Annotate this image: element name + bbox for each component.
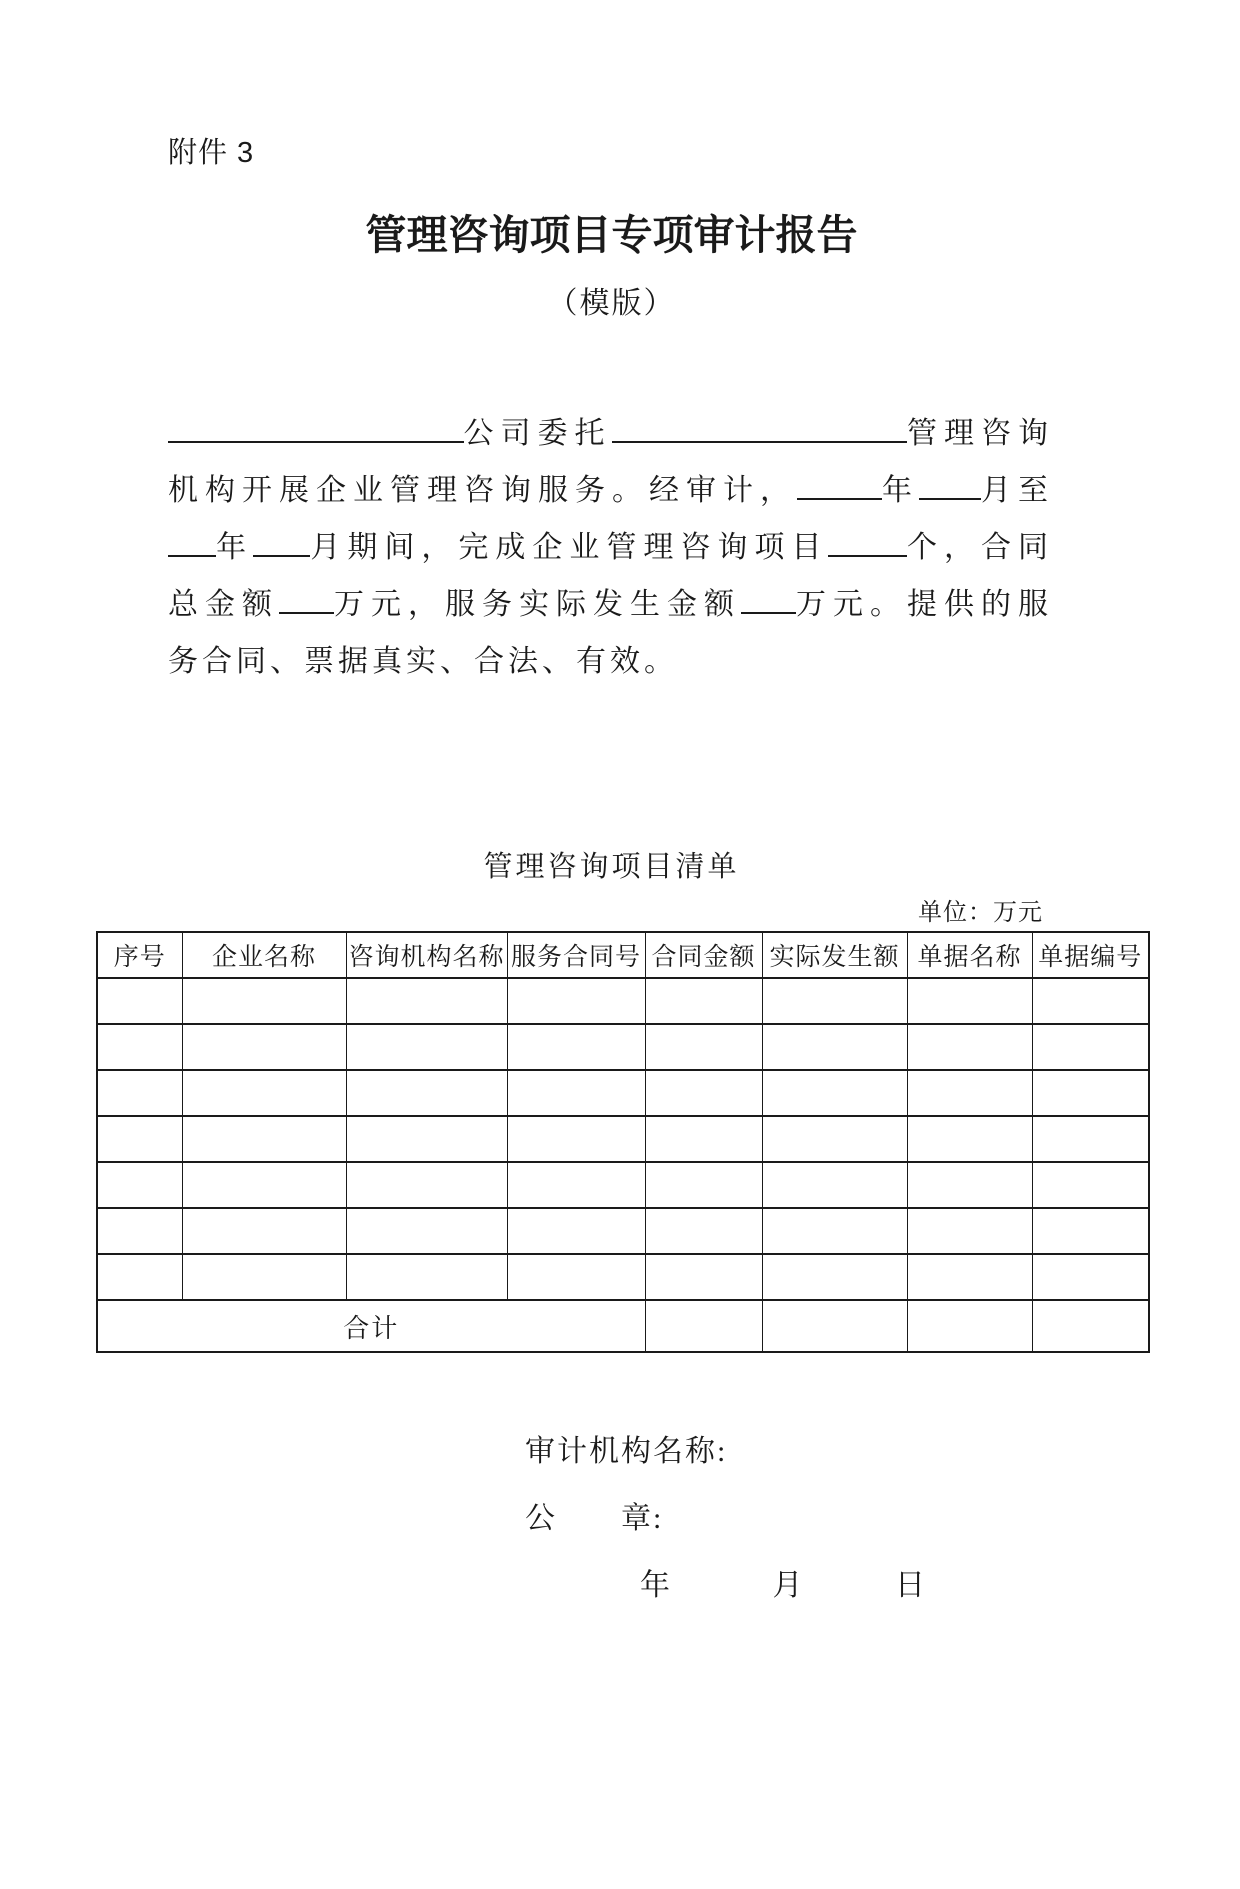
header-contract-amount: 合同金额 xyxy=(645,932,762,978)
table-cell-empty xyxy=(645,978,762,1024)
table-cell-empty xyxy=(182,1070,346,1116)
blank-company-name xyxy=(168,437,464,443)
project-list-table xyxy=(96,931,1150,1353)
paragraph-line-5 xyxy=(168,646,1055,677)
table-cell-empty xyxy=(1032,1254,1149,1300)
paragraph-text: 总金额 xyxy=(168,588,279,621)
table-cell-empty xyxy=(762,1162,907,1208)
header-agency-name: 咨询机构名称 xyxy=(346,932,507,978)
table-cell-empty xyxy=(907,1162,1032,1208)
paragraph-line-1 xyxy=(168,418,1055,449)
table-cell-empty xyxy=(346,1024,507,1070)
project-list-title: 管理咨询项目清单 xyxy=(483,851,740,883)
table-cell-empty xyxy=(1032,1024,1149,1070)
table-cell-empty xyxy=(1032,1070,1149,1116)
table-empty-row xyxy=(97,1070,1149,1116)
paragraph-line-3 xyxy=(168,532,1055,563)
paragraph-text: 务合同、票据真实、合法、有效。 xyxy=(168,645,678,678)
table-cell-empty xyxy=(182,1208,346,1254)
blank-end-month xyxy=(253,551,310,557)
table-cell-empty xyxy=(182,1024,346,1070)
total-actual-amount-cell xyxy=(762,1300,907,1352)
project-list-table-section xyxy=(96,899,1148,1353)
table-cell-empty xyxy=(346,1254,507,1300)
table-cell-empty xyxy=(507,1070,645,1116)
table-cell-empty xyxy=(907,1254,1032,1300)
header-document-name: 单据名称 xyxy=(907,932,1032,978)
blank-project-count xyxy=(828,551,907,557)
document-page xyxy=(0,136,1240,1889)
paragraph-text: 万元，服务实际发生金额 xyxy=(334,588,741,621)
total-label-cell: 合计 xyxy=(97,1300,645,1352)
table-cell-empty xyxy=(97,978,182,1024)
table-cell-empty xyxy=(907,1024,1032,1070)
blank-actual-amount xyxy=(741,608,796,614)
header-actual-amount: 实际发生额 xyxy=(762,932,907,978)
table-cell-empty xyxy=(97,1024,182,1070)
blank-agency-name xyxy=(612,437,908,443)
table-cell-empty xyxy=(507,1162,645,1208)
date-day-label: 日 xyxy=(895,1569,925,1602)
table-cell-empty xyxy=(507,1208,645,1254)
paragraph-text: 个，合同 xyxy=(907,531,1055,564)
table-empty-row xyxy=(97,978,1149,1024)
table-cell-empty xyxy=(507,1254,645,1300)
table-empty-row xyxy=(97,1024,1149,1070)
table-cell-empty xyxy=(1032,1116,1149,1162)
table-cell-empty xyxy=(346,1162,507,1208)
table-cell-empty xyxy=(645,1208,762,1254)
table-empty-row xyxy=(97,1208,1149,1254)
header-enterprise-name: 企业名称 xyxy=(182,932,346,978)
table-cell-empty xyxy=(645,1024,762,1070)
date-line xyxy=(640,1569,1240,1603)
table-cell-empty xyxy=(97,1162,182,1208)
table-cell-empty xyxy=(645,1254,762,1300)
table-cell-empty xyxy=(907,1208,1032,1254)
paragraph-text: 月期间，完成企业管理咨询项目 xyxy=(310,531,829,564)
total-contract-amount-cell xyxy=(645,1300,762,1352)
table-cell-empty xyxy=(346,1116,507,1162)
date-year-label: 年 xyxy=(640,1569,670,1602)
table-cell-empty xyxy=(762,1116,907,1162)
table-cell-empty xyxy=(182,978,346,1024)
document-subtitle: （模版） xyxy=(547,287,676,320)
paragraph-text: 机构开展企业管理咨询服务。经审计， xyxy=(168,474,797,507)
table-cell-empty xyxy=(762,1024,907,1070)
table-cell-empty xyxy=(645,1070,762,1116)
paragraph-text: 管理咨询 xyxy=(907,417,1055,450)
blank-start-month xyxy=(919,494,981,500)
signature-block xyxy=(525,1435,1240,1603)
unit-label: 单位：万元 xyxy=(918,900,1043,926)
blank-contract-total xyxy=(279,608,334,614)
table-cell-empty xyxy=(346,1208,507,1254)
paragraph-text: 公司委托 xyxy=(463,417,612,450)
paragraph-line-4 xyxy=(168,589,1055,620)
table-cell-empty xyxy=(346,978,507,1024)
table-cell-empty xyxy=(762,1208,907,1254)
paragraph-text: 年 xyxy=(882,474,919,507)
table-cell-empty xyxy=(97,1070,182,1116)
table-cell-empty xyxy=(1032,978,1149,1024)
table-empty-row xyxy=(97,1116,1149,1162)
table-empty-row xyxy=(97,1254,1149,1300)
table-cell-empty xyxy=(507,1024,645,1070)
blank-end-year xyxy=(168,551,216,557)
auditor-name-label: 审计机构名称: xyxy=(525,1435,728,1468)
attachment-label: 附件 3 xyxy=(168,137,255,169)
document-title: 管理咨询项目专项审计报告 xyxy=(365,212,858,258)
table-cell-empty xyxy=(507,978,645,1024)
table-cell-empty xyxy=(907,1070,1032,1116)
table-cell-empty xyxy=(97,1254,182,1300)
blank-start-year xyxy=(797,494,882,500)
table-cell-empty xyxy=(1032,1300,1149,1352)
table-cell-empty xyxy=(182,1254,346,1300)
header-document-number: 单据编号 xyxy=(1032,932,1149,978)
paragraph-text: 万元。提供的服 xyxy=(796,588,1055,621)
table-cell-empty xyxy=(346,1070,507,1116)
paragraph-text: 月至 xyxy=(981,474,1055,507)
table-cell-empty xyxy=(1032,1162,1149,1208)
header-contract-number: 服务合同号 xyxy=(507,932,645,978)
official-seal-label: 公 章: xyxy=(525,1502,664,1535)
paragraph-line-2 xyxy=(168,475,1055,506)
table-cell-empty xyxy=(907,1116,1032,1162)
table-empty-row xyxy=(97,1162,1149,1208)
table-cell-empty xyxy=(645,1162,762,1208)
table-cell-empty xyxy=(182,1162,346,1208)
paragraph-text: 年 xyxy=(216,531,254,564)
table-cell-empty xyxy=(645,1116,762,1162)
table-cell-empty xyxy=(762,1254,907,1300)
table-header-row xyxy=(97,932,1149,978)
date-month-label: 月 xyxy=(772,1569,803,1602)
table-cell-empty xyxy=(97,1116,182,1162)
table-total-row xyxy=(97,1300,1149,1352)
audit-statement-paragraph xyxy=(168,418,1055,677)
table-cell-empty xyxy=(1032,1208,1149,1254)
table-cell-empty xyxy=(907,978,1032,1024)
table-cell-empty xyxy=(762,1070,907,1116)
table-cell-empty xyxy=(97,1208,182,1254)
table-cell-empty xyxy=(507,1116,645,1162)
header-serial-number: 序号 xyxy=(97,932,182,978)
table-cell-empty xyxy=(182,1116,346,1162)
table-cell-empty xyxy=(907,1300,1032,1352)
table-cell-empty xyxy=(762,978,907,1024)
